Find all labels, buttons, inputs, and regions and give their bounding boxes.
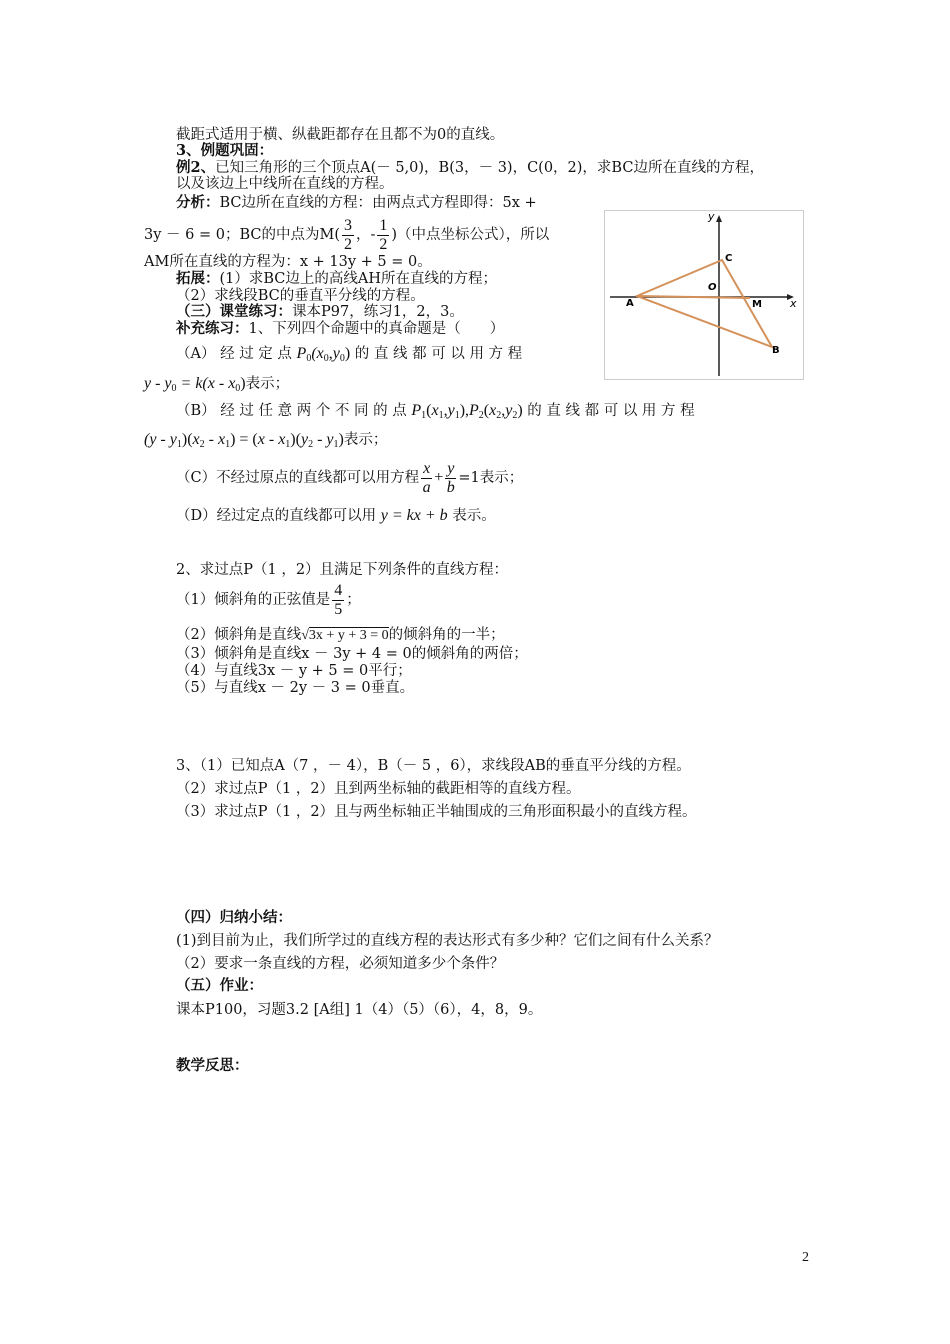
sub: 0	[339, 353, 345, 364]
q2-part5: （5）与直线x － 2y － 3 = 0垂直。	[176, 680, 415, 696]
option-c	[176, 458, 523, 498]
text: (1）求BC边上的高线AH所在直线的方程；	[219, 271, 498, 287]
formula: $P_0(x_0,y_0)$	[296, 345, 351, 364]
text: =1表示；	[458, 470, 524, 486]
formula: y = kx + b	[380, 507, 448, 524]
sub: 0	[235, 383, 241, 394]
plus: +	[434, 469, 444, 486]
fraction	[332, 582, 344, 619]
label-a: A	[626, 298, 634, 309]
text-line: （2）求线段BC的垂直平分线的方程。	[176, 288, 425, 304]
formula: $y - y_0 = k(x - x_0)$	[144, 375, 246, 394]
sub: 2	[478, 410, 484, 421]
page-number: 2	[802, 1250, 809, 1265]
summary-1: (1)到目前为止，我们所学过的直线方程的表达形式有多少种？它们之间有什么关系？	[176, 933, 719, 949]
fraction	[421, 460, 432, 497]
q3-part2: （2）求过点P（1 ，2）且到两坐标轴的截距相等的直线方程。	[176, 781, 581, 797]
label: 拓展：	[176, 270, 220, 287]
formula: $(y - y_1)(x_2 - x_1) = (x - x_1)(y_2 - y_1)$	[144, 431, 344, 450]
text: 的倾斜角的一半；	[388, 627, 505, 643]
label-o: O	[708, 282, 717, 293]
sub: 0	[171, 383, 177, 394]
text: （C）不经过原点的直线都可以用方程	[176, 470, 420, 486]
midpoint-line	[144, 212, 549, 258]
rhs: = k(x - x	[180, 375, 236, 392]
sub: 0	[306, 353, 312, 364]
text: )（中点坐标公式），所以	[391, 227, 550, 243]
p2: P	[469, 402, 479, 419]
text: 课本P97，练习1，2，3。	[292, 304, 464, 320]
den: 2	[379, 235, 388, 253]
text: （1）倾斜角的正弦值是	[176, 592, 331, 608]
option-b-2	[144, 429, 387, 456]
q2-part2	[176, 626, 505, 645]
q3-part1: 3、（1）已知点A（7 ，－ 4），B（－ 5 ，6），求线段AB的垂直平分线的方程。	[176, 758, 691, 774]
text-line: 以及该边上中线所在直线的方程。	[176, 176, 394, 192]
q3-part3: （3）求过点P（1 ，2）且与两坐标轴正半轴围成的三角形面积最小的直线方程。	[176, 804, 697, 820]
label-x: x	[790, 297, 797, 310]
section-reflection: 教学反思：	[176, 1057, 249, 1074]
label: 分析：	[176, 194, 220, 211]
num: 4	[334, 581, 343, 599]
summary-2: （2）要求一条直线的方程，必须知道多少个条件？	[176, 956, 505, 972]
text: 已知三角形的三个顶点A(－ 5,0)，B(3，－ 3)，C(0，2)，求BC边所在直线的方程，	[215, 160, 764, 176]
x: x	[489, 402, 497, 419]
label-y: y	[708, 210, 715, 223]
q2-part3: （3）倾斜角是直线x － 3y + 4 = 0的倾斜角的两倍；	[176, 646, 528, 662]
label: 例2、	[176, 159, 216, 176]
text: 表示；	[245, 376, 290, 392]
x: x	[431, 402, 439, 419]
supplement	[176, 320, 504, 338]
section-summary: （四）归纳小结：	[176, 909, 292, 926]
p: P	[296, 345, 307, 362]
option-b	[176, 400, 695, 427]
option-d	[176, 505, 496, 527]
den: b	[446, 478, 455, 496]
triangle-figure	[604, 210, 804, 380]
class-practice	[176, 303, 464, 321]
radicand: 3x + y + 3 = 0	[308, 628, 389, 643]
sub: 1	[454, 410, 460, 421]
sub: 1	[438, 410, 444, 421]
sub: 2	[496, 410, 502, 421]
y: y	[505, 402, 513, 419]
homework: 课本P100，习题3.2 [A组] 1（4）（5）（6），4，8，9。	[176, 1002, 543, 1018]
text: 的 直 线 都 可 以 用 方 程	[527, 403, 695, 419]
text: 1、下列四个命题中的真命题是（ ）	[248, 321, 505, 337]
sub: 0	[323, 353, 329, 364]
section-homework: （五）作业：	[176, 977, 263, 994]
label: （三）课堂练习：	[176, 303, 292, 320]
label-b: B	[772, 345, 780, 356]
sub: 1	[176, 439, 182, 450]
num: x	[423, 459, 431, 477]
option-a-2	[144, 373, 289, 400]
sub: 2	[512, 410, 518, 421]
y: y	[447, 402, 455, 419]
section-heading: 3、例题巩固：	[176, 142, 274, 159]
analysis	[176, 194, 537, 212]
q2-part1	[176, 580, 361, 620]
text: BC边所在直线的方程：由两点式方程即得：5x +	[219, 195, 537, 211]
option-a	[176, 343, 522, 370]
eq: (y - y	[144, 431, 177, 448]
den: a	[422, 478, 431, 496]
label-c: C	[725, 253, 733, 264]
formula: √3x + y + 3 = 0	[301, 628, 389, 643]
question-2: 2、求过点P（1 ，2）且满足下列条件的直线方程：	[176, 562, 509, 578]
fraction	[445, 460, 456, 497]
extension	[176, 270, 497, 288]
text: ；	[346, 592, 361, 608]
text: （2）倾斜角是直线	[176, 627, 302, 643]
p1: P	[411, 402, 422, 419]
text-line: AM所在直线的方程为：x + 13y + 5 = 0。	[144, 254, 432, 270]
num: 1	[379, 216, 388, 234]
text: 表示；	[343, 432, 388, 448]
fraction	[342, 217, 354, 254]
num: 3	[343, 216, 352, 234]
lhs: y - y	[144, 375, 172, 392]
q2-part4: （4）与直线3x － y + 5 = 0平行；	[176, 663, 412, 679]
label: 补充练习：	[176, 320, 249, 337]
text-line: 截距式适用于横、纵截距都存在且都不为0的直线。	[176, 127, 505, 143]
y-arrow	[716, 215, 722, 222]
text: 3y － 6 = 0；BC的中点为M(	[144, 227, 340, 243]
label-m: M	[752, 299, 762, 310]
fraction	[377, 217, 389, 254]
sub: 1	[421, 410, 427, 421]
y: y	[332, 345, 340, 362]
num: y	[447, 459, 455, 477]
den: 2	[343, 235, 352, 253]
args: (x	[311, 345, 324, 362]
formula: $P_1(x_1,y_1),P_2(x_2,y_2)$	[411, 402, 523, 421]
text: 表示。	[452, 508, 496, 524]
text: （D）经过定点的直线都可以用	[176, 508, 377, 524]
text: 的 直 线 都 可 以 用 方 程	[354, 346, 523, 362]
text: （A） 经 过 定 点	[176, 346, 292, 362]
den: 5	[334, 600, 343, 618]
text: ，-	[355, 227, 376, 243]
text: （B） 经 过 任 意 两 个 不 同 的 点	[176, 403, 407, 419]
